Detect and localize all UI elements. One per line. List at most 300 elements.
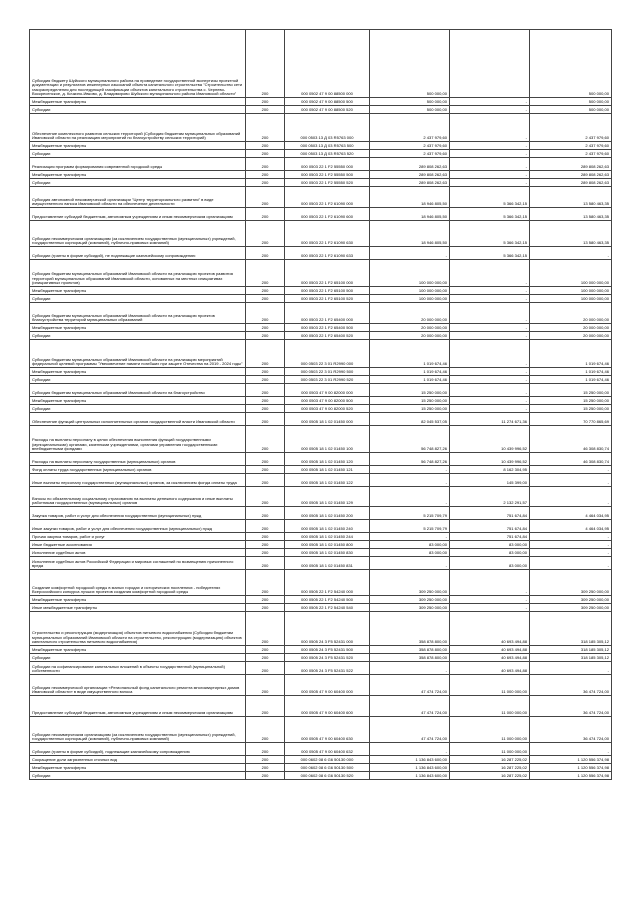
row-name-cell: Межбюджетные трансферты <box>30 646 246 654</box>
row-approved-amount-cell: 83 000,00 <box>370 549 450 557</box>
row-change-amount-cell: - <box>450 150 530 158</box>
row-name-cell: Субсидии некоммерческим организациям (за исключением государственных (муниципальных) учреждений, государственных корпораций (компаний), публично-правовых компаний) <box>30 717 246 743</box>
row-total-amount-cell: 70 770 865,69 <box>530 413 612 426</box>
table-row <box>30 696 612 717</box>
row-code-cell: 200 <box>246 332 285 340</box>
row-classification-cell: 000 0505 18 1 02 01450 244 <box>285 533 370 541</box>
row-change-amount-cell: 5 366 342,15 <box>450 247 530 260</box>
row-code-cell: 200 <box>246 756 285 764</box>
row-code-cell: 200 <box>246 171 285 179</box>
row-total-amount-cell: 20 000 000,00 <box>530 324 612 332</box>
table-row <box>30 756 612 764</box>
row-approved-amount-cell: 15 250 000,00 <box>370 405 450 413</box>
row-change-amount-cell: - <box>450 114 530 142</box>
row-classification-cell: 000 0505 18 1 02 01450 200 <box>285 507 370 520</box>
row-change-amount-cell: - <box>450 397 530 405</box>
row-total-amount-cell: - <box>530 466 612 474</box>
table-row <box>30 570 612 596</box>
row-name-cell: Субсидия бюджету Шуйского муниципального района на проведение государственной экспертизы проектной документации и результатов инженерных изысканий объекта капитального строительства "Строительство сети газораспределения для последующей газификации объектов капитального строительства с. Чернево-Воскресенское, д. Кочкино-Ивково, д. Владимирово Шуйского муниципального района Ивановской области" <box>30 30 246 98</box>
row-total-amount-cell: 309 250 000,00 <box>530 604 612 612</box>
row-total-amount-cell: 15 250 000,00 <box>530 384 612 397</box>
row-total-amount-cell: 1 019 674,46 <box>530 376 612 384</box>
row-change-amount-cell: 10 439 996,52 <box>450 453 530 466</box>
row-total-amount-cell: 289 808 262,63 <box>530 158 612 171</box>
row-name-cell: Субсидии на софинансирование капитальных вложений в объекты государственной (муниципальной) собственности <box>30 662 246 675</box>
row-classification-cell: 000 0503 22 1 F2 55550 520 <box>285 179 370 187</box>
row-code-cell: 200 <box>246 717 285 743</box>
row-approved-amount-cell: 1 136 843 600,00 <box>370 772 450 780</box>
row-code-cell: 200 <box>246 596 285 604</box>
row-code-cell: 200 <box>246 772 285 780</box>
table-row <box>30 717 612 743</box>
row-name-cell: Субсидии <box>30 295 246 303</box>
row-approved-amount-cell: 56 748 827,26 <box>370 426 450 453</box>
row-classification-cell: 000 0505 47 9 00 60400 632 <box>285 743 370 756</box>
row-total-amount-cell: 2 437 979,60 <box>530 142 612 150</box>
row-name-cell: Межбюджетные трансферты <box>30 368 246 376</box>
table-row <box>30 208 612 221</box>
row-total-amount-cell: 309 250 000,00 <box>530 596 612 604</box>
row-code-cell: 200 <box>246 179 285 187</box>
row-code-cell: 200 <box>246 487 285 507</box>
row-code-cell: 200 <box>246 208 285 221</box>
row-classification-cell: 000 0505 18 1 02 01450 000 <box>285 413 370 426</box>
row-approved-amount-cell: - <box>370 247 450 260</box>
row-name-cell: Субсидии (гранты в форме субсидий), не подлежащие казначейскому сопровождению <box>30 247 246 260</box>
row-classification-cell: 000 0503 22 1 F2 61090 630 <box>285 221 370 247</box>
row-name-cell: Субсидия автономной некоммерческой организации "Центр территориального развития" в виде имущественного взноса Ивановской области на обеспечение деятельности <box>30 187 246 208</box>
row-change-amount-cell: 16 287 225,02 <box>450 756 530 764</box>
row-classification-cell: 000 0505 24 3 F5 52431 500 <box>285 646 370 654</box>
row-change-amount-cell: - <box>450 596 530 604</box>
table-row <box>30 171 612 179</box>
table-row <box>30 405 612 413</box>
row-name-cell: Иные закупки товаров, работ и услуг для обеспечения государственных (муниципальных) нужд <box>30 520 246 533</box>
row-code-cell: 200 <box>246 142 285 150</box>
table-row <box>30 106 612 114</box>
row-name-cell: Субсидии (гранты в форме субсидий), подлежащие казначейскому сопровождению <box>30 743 246 756</box>
row-code-cell: 200 <box>246 98 285 106</box>
row-code-cell: 200 <box>246 324 285 332</box>
budget-execution-report-page <box>29 29 611 780</box>
row-change-amount-cell: 11 000 000,00 <box>450 675 530 696</box>
row-total-amount-cell: 4 464 034,95 <box>530 520 612 533</box>
row-name-cell: Межбюджетные трансферты <box>30 142 246 150</box>
row-approved-amount-cell: - <box>370 557 450 570</box>
row-total-amount-cell: 309 250 000,00 <box>530 570 612 596</box>
row-approved-amount-cell: 2 437 979,60 <box>370 150 450 158</box>
table-row <box>30 426 612 453</box>
row-classification-cell: 000 0503 47 9 00 82000 000 <box>285 384 370 397</box>
row-change-amount-cell: - <box>450 604 530 612</box>
row-code-cell: 200 <box>246 604 285 612</box>
row-total-amount-cell: 500 000,00 <box>530 30 612 98</box>
row-code-cell: 200 <box>246 340 285 368</box>
row-change-amount-cell: 40 693 494,88 <box>450 612 530 646</box>
row-name-cell: Субсидии некоммерческим организациям (за исключением государственных (муниципальных) учреждений, государственных корпораций (компаний), публично-правовых компаний) <box>30 221 246 247</box>
row-change-amount-cell: - <box>450 332 530 340</box>
row-classification-cell: 000 0505 18 1 02 01450 129 <box>285 487 370 507</box>
row-classification-cell: 000 0602 08 6 G6 50130 500 <box>285 764 370 772</box>
row-classification-cell: 000 0505 18 1 02 01450 120 <box>285 453 370 466</box>
row-approved-amount-cell: - <box>370 466 450 474</box>
row-classification-cell: 000 0505 18 1 02 01450 831 <box>285 557 370 570</box>
row-classification-cell: 000 0503 22 3 01 R2990 520 <box>285 376 370 384</box>
row-code-cell: 200 <box>246 384 285 397</box>
table-row <box>30 303 612 324</box>
row-approved-amount-cell: - <box>370 662 450 675</box>
row-approved-amount-cell: 18 946 805,50 <box>370 221 450 247</box>
row-name-cell: Строительство и реконструкция (модернизация) объектов питьевого водоснабжения (Субсидия бюджетам муниципальных образований Ивановской области на строительство, реконструкцию (модернизацию) объектов капитального строительства питьевого водоснабжения) <box>30 612 246 646</box>
row-name-cell: Обеспечение функций центральных исполнительных органов государственной власти Ивановской области <box>30 413 246 426</box>
row-code-cell: 200 <box>246 541 285 549</box>
row-total-amount-cell: - <box>530 247 612 260</box>
row-classification-cell: 000 0505 18 1 02 01450 830 <box>285 549 370 557</box>
row-total-amount-cell: 2 437 979,60 <box>530 114 612 142</box>
row-approved-amount-cell: 100 000 000,00 <box>370 260 450 287</box>
row-classification-cell: 000 0503 22 3 01 R2990 000 <box>285 340 370 368</box>
row-approved-amount-cell: 82 045 537,05 <box>370 413 450 426</box>
row-total-amount-cell: 500 000,00 <box>530 106 612 114</box>
row-change-amount-cell: 11 274 671,36 <box>450 413 530 426</box>
row-name-cell: Реализация программ формирования современной городской среды <box>30 158 246 171</box>
row-change-amount-cell: 16 287 225,02 <box>450 764 530 772</box>
row-name-cell: Субсидии <box>30 179 246 187</box>
row-total-amount-cell: - <box>530 487 612 507</box>
row-classification-cell: 000 0503 22 1 F2 65100 500 <box>285 287 370 295</box>
table-row <box>30 340 612 368</box>
row-approved-amount-cell: 309 250 000,00 <box>370 596 450 604</box>
row-classification-cell: 000 0503 22 1 F2 55550 500 <box>285 171 370 179</box>
row-approved-amount-cell: - <box>370 743 450 756</box>
table-row <box>30 612 612 646</box>
row-total-amount-cell: - <box>530 549 612 557</box>
row-change-amount-cell: 751 674,84 <box>450 507 530 520</box>
row-name-cell: Обеспечение комплексного развития сельских территорий (Субсидия бюджетам муниципальных образований Ивановской области на реализацию мероприятий по благоустройству сельских территорий) <box>30 114 246 142</box>
row-name-cell: Субсидии <box>30 772 246 780</box>
row-approved-amount-cell: 1 019 674,46 <box>370 368 450 376</box>
table-row <box>30 397 612 405</box>
row-approved-amount-cell: 20 000 000,00 <box>370 332 450 340</box>
row-approved-amount-cell: 47 474 724,00 <box>370 696 450 717</box>
row-classification-cell: 000 0503 22 1 F2 61090 633 <box>285 247 370 260</box>
row-code-cell: 200 <box>246 743 285 756</box>
row-code-cell: 200 <box>246 247 285 260</box>
row-name-cell: Закупка товаров, работ и услуг для обеспечения государственных (муниципальных) нужд <box>30 507 246 520</box>
table-row <box>30 474 612 487</box>
table-row <box>30 646 612 654</box>
row-approved-amount-cell: 18 946 805,50 <box>370 208 450 221</box>
row-change-amount-cell: 11 000 000,00 <box>450 696 530 717</box>
table-row <box>30 453 612 466</box>
row-change-amount-cell: - <box>450 295 530 303</box>
row-change-amount-cell: - <box>450 303 530 324</box>
row-approved-amount-cell: 18 946 805,50 <box>370 187 450 208</box>
row-approved-amount-cell: - <box>370 474 450 487</box>
row-total-amount-cell: 289 808 262,63 <box>530 179 612 187</box>
row-name-cell: Субсидии бюджетам муниципальных образований Ивановской области на реализацию мероприятий федеральной целевой программы "Увековечение памяти погибших при защите Отечества на 2019 - 2024 годы" <box>30 340 246 368</box>
row-approved-amount-cell: 358 878 800,00 <box>370 654 450 662</box>
table-row <box>30 549 612 557</box>
table-row <box>30 98 612 106</box>
row-code-cell: 200 <box>246 453 285 466</box>
row-code-cell: 200 <box>246 612 285 646</box>
table-row <box>30 533 612 541</box>
row-approved-amount-cell: - <box>370 487 450 507</box>
row-code-cell: 200 <box>246 466 285 474</box>
row-classification-cell: 000 0503 22 3 01 R2990 500 <box>285 368 370 376</box>
row-change-amount-cell: 8 162 304,95 <box>450 466 530 474</box>
row-change-amount-cell: 751 674,84 <box>450 520 530 533</box>
row-change-amount-cell: 83 000,00 <box>450 541 530 549</box>
row-name-cell: Межбюджетные трансферты <box>30 287 246 295</box>
row-name-cell: Межбюджетные трансферты <box>30 98 246 106</box>
row-total-amount-cell: 100 000 000,00 <box>530 287 612 295</box>
row-code-cell: 200 <box>246 295 285 303</box>
row-code-cell: 200 <box>246 507 285 520</box>
row-code-cell: 200 <box>246 221 285 247</box>
table-row <box>30 596 612 604</box>
row-classification-cell: 000 0505 18 1 02 01450 240 <box>285 520 370 533</box>
row-total-amount-cell: 2 437 979,60 <box>530 150 612 158</box>
row-change-amount-cell: - <box>450 142 530 150</box>
row-total-amount-cell: - <box>530 557 612 570</box>
row-approved-amount-cell: 500 000,00 <box>370 98 450 106</box>
row-classification-cell: 000 0505 47 9 00 60400 000 <box>285 675 370 696</box>
row-approved-amount-cell: 83 000,00 <box>370 541 450 549</box>
row-name-cell: Межбюджетные трансферты <box>30 397 246 405</box>
row-name-cell: Субсидии <box>30 405 246 413</box>
row-classification-cell: 000 0505 47 9 00 60400 630 <box>285 717 370 743</box>
row-change-amount-cell: - <box>450 376 530 384</box>
row-total-amount-cell: 318 185 305,12 <box>530 646 612 654</box>
row-name-cell: Субсидия бюджетам муниципальных образований Ивановской области на реализацию проектов благоустройства территорий муниципальных образований <box>30 303 246 324</box>
row-name-cell: Субсидия некоммерческой организации «Региональный фонд капитального ремонта многоквартирных домов Ивановской области» в виде имущественного взноса <box>30 675 246 696</box>
row-change-amount-cell: - <box>450 405 530 413</box>
row-total-amount-cell: 1 120 556 374,98 <box>530 756 612 764</box>
row-total-amount-cell: 4 464 034,95 <box>530 507 612 520</box>
row-change-amount-cell: 16 287 225,02 <box>450 772 530 780</box>
row-change-amount-cell: - <box>450 368 530 376</box>
row-name-cell: Субсидии <box>30 106 246 114</box>
row-change-amount-cell: - <box>450 324 530 332</box>
table-row <box>30 158 612 171</box>
row-code-cell: 200 <box>246 158 285 171</box>
row-total-amount-cell: 15 250 000,00 <box>530 397 612 405</box>
row-approved-amount-cell: 15 250 000,00 <box>370 384 450 397</box>
row-change-amount-cell: 10 439 996,52 <box>450 426 530 453</box>
row-change-amount-cell: - <box>450 340 530 368</box>
row-change-amount-cell: 83 000,00 <box>450 549 530 557</box>
row-change-amount-cell <box>450 30 530 98</box>
row-code-cell: 200 <box>246 557 285 570</box>
row-classification-cell: 000 0602 08 6 G6 50130 000 <box>285 756 370 764</box>
row-name-cell: Межбюджетные трансферты <box>30 324 246 332</box>
row-name-cell: Расходы на выплаты персоналу государственных (муниципальных) органов <box>30 453 246 466</box>
table-row <box>30 295 612 303</box>
row-total-amount-cell: - <box>530 541 612 549</box>
row-approved-amount-cell: 289 808 262,63 <box>370 179 450 187</box>
row-total-amount-cell: 20 000 000,00 <box>530 332 612 340</box>
row-name-cell: Субсидия бюджетам муниципальных образований Ивановской области на благоустройство <box>30 384 246 397</box>
row-change-amount-cell: - <box>450 106 530 114</box>
row-approved-amount-cell: 15 250 000,00 <box>370 397 450 405</box>
row-name-cell: Субсидия бюджетам муниципальных образований Ивановской области на реализацию проектов развития территорий муниципальных образований Ивановской области, основанных на местных инициативах (инициативных проектов) <box>30 260 246 287</box>
row-total-amount-cell: 500 000,00 <box>530 98 612 106</box>
table-row <box>30 30 612 98</box>
row-change-amount-cell: 145 399,00 <box>450 474 530 487</box>
table-row <box>30 114 612 142</box>
row-name-cell: Предоставление субсидий бюджетным, автономным учреждениям и иным некоммерческим организациям <box>30 696 246 717</box>
row-total-amount-cell: - <box>530 474 612 487</box>
row-total-amount-cell: 100 000 000,00 <box>530 260 612 287</box>
row-code-cell: 200 <box>246 570 285 596</box>
row-change-amount-cell: 2 132 291,57 <box>450 487 530 507</box>
row-change-amount-cell: - <box>450 260 530 287</box>
row-code-cell: 200 <box>246 520 285 533</box>
table-row <box>30 557 612 570</box>
row-change-amount-cell: 83 000,00 <box>450 557 530 570</box>
table-row <box>30 675 612 696</box>
row-name-cell: Расходы на выплаты персоналу в целях обеспечения выполнения функций государственными (муниципальными) органами, казенными учреждениями, органами управления государственными внебюджетными фондами <box>30 426 246 453</box>
table-row <box>30 507 612 520</box>
row-approved-amount-cell: 1 019 674,46 <box>370 340 450 368</box>
table-row <box>30 142 612 150</box>
row-classification-cell: 000 0505 18 1 02 01450 122 <box>285 474 370 487</box>
row-code-cell: 200 <box>246 426 285 453</box>
row-approved-amount-cell: 20 000 000,00 <box>370 324 450 332</box>
row-classification-cell: 000 0503 47 9 00 82000 500 <box>285 397 370 405</box>
row-code-cell: 200 <box>246 150 285 158</box>
row-classification-cell: 000 0503 13 Д 03 R5763 000 <box>285 114 370 142</box>
table-row <box>30 384 612 397</box>
row-change-amount-cell: - <box>450 158 530 171</box>
row-code-cell: 200 <box>246 368 285 376</box>
row-classification-cell: 000 0502 47 9 00 88500 500 <box>285 98 370 106</box>
row-total-amount-cell: 20 000 000,00 <box>530 303 612 324</box>
table-row <box>30 520 612 533</box>
row-total-amount-cell: 15 250 000,00 <box>530 405 612 413</box>
row-total-amount-cell: 13 580 463,35 <box>530 187 612 208</box>
row-change-amount-cell: - <box>450 287 530 295</box>
table-row <box>30 221 612 247</box>
row-code-cell: 200 <box>246 106 285 114</box>
row-approved-amount-cell: 47 474 724,00 <box>370 717 450 743</box>
row-total-amount-cell: 13 580 463,35 <box>530 221 612 247</box>
table-body <box>30 30 612 780</box>
row-change-amount-cell: - <box>450 98 530 106</box>
row-approved-amount-cell: 5 215 709,79 <box>370 520 450 533</box>
row-approved-amount-cell: 309 250 000,00 <box>370 604 450 612</box>
row-total-amount-cell: 318 185 305,12 <box>530 612 612 646</box>
row-name-cell: Исполнение судебных актов Российской Федерации и мировых соглашений по возмещению причиненного вреда <box>30 557 246 570</box>
row-change-amount-cell: 751 674,84 <box>450 533 530 541</box>
row-change-amount-cell: 11 000 000,00 <box>450 743 530 756</box>
row-total-amount-cell: 289 808 262,63 <box>530 171 612 179</box>
row-code-cell: 200 <box>246 646 285 654</box>
row-approved-amount-cell: 500 000,00 <box>370 30 450 98</box>
row-classification-cell: 000 0602 08 6 G6 50130 520 <box>285 772 370 780</box>
row-total-amount-cell: 100 000 000,00 <box>530 295 612 303</box>
row-classification-cell: 000 0503 22 1 F2 55550 000 <box>285 158 370 171</box>
row-total-amount-cell: 36 474 724,00 <box>530 717 612 743</box>
row-name-cell: Исполнение судебных актов <box>30 549 246 557</box>
row-classification-cell: 000 0503 22 1 F2 65100 520 <box>285 295 370 303</box>
row-code-cell: 200 <box>246 30 285 98</box>
row-change-amount-cell: 11 000 000,00 <box>450 717 530 743</box>
row-change-amount-cell: 40 693 494,88 <box>450 662 530 675</box>
row-name-cell: Иные межбюджетные трансферты <box>30 604 246 612</box>
row-code-cell: 200 <box>246 662 285 675</box>
row-classification-cell: 000 0502 47 9 00 88500 520 <box>285 106 370 114</box>
row-change-amount-cell: 5 366 342,15 <box>450 208 530 221</box>
row-name-cell: Прочая закупка товаров, работ и услуг <box>30 533 246 541</box>
row-approved-amount-cell: 358 878 800,00 <box>370 612 450 646</box>
row-name-cell: Сокращение доли загрязненных сточных вод <box>30 756 246 764</box>
row-change-amount-cell: 5 366 342,15 <box>450 221 530 247</box>
row-code-cell: 200 <box>246 303 285 324</box>
row-classification-cell: 000 0502 47 9 00 88500 000 <box>285 30 370 98</box>
row-change-amount-cell: 40 693 494,88 <box>450 654 530 662</box>
table-row <box>30 662 612 675</box>
row-code-cell: 200 <box>246 260 285 287</box>
row-name-cell: Взносы по обязательному социальному страхованию на выплаты денежного содержания и иные выплаты работникам государственных (муниципальных) органов <box>30 487 246 507</box>
row-change-amount-cell: 5 366 342,15 <box>450 187 530 208</box>
row-code-cell: 200 <box>246 397 285 405</box>
row-classification-cell: 000 0505 24 3 F5 52431 522 <box>285 662 370 675</box>
row-approved-amount-cell: 100 000 000,00 <box>370 295 450 303</box>
table-row <box>30 150 612 158</box>
row-classification-cell: 000 0505 18 1 02 01450 121 <box>285 466 370 474</box>
row-classification-cell: 000 0503 22 1 F2 61090 600 <box>285 208 370 221</box>
row-classification-cell: 000 0503 22 1 F2 65400 520 <box>285 332 370 340</box>
row-approved-amount-cell: 56 748 827,26 <box>370 453 450 466</box>
row-classification-cell: 000 0505 22 1 F2 54240 000 <box>285 570 370 596</box>
row-name-cell: Субсидии <box>30 332 246 340</box>
row-total-amount-cell: 36 474 724,00 <box>530 696 612 717</box>
row-code-cell: 200 <box>246 287 285 295</box>
row-approved-amount-cell: 2 437 979,60 <box>370 142 450 150</box>
row-name-cell: Иные выплаты персоналу государственных (муниципальных) органов, за исключением фонда оплаты труда <box>30 474 246 487</box>
row-name-cell: Субсидии <box>30 376 246 384</box>
row-classification-cell: 000 0503 22 1 F2 65100 000 <box>285 260 370 287</box>
row-classification-cell: 000 0503 47 9 00 82000 520 <box>285 405 370 413</box>
row-code-cell: 200 <box>246 376 285 384</box>
row-classification-cell: 000 0503 13 Д 03 R5763 500 <box>285 142 370 150</box>
row-code-cell: 200 <box>246 549 285 557</box>
row-change-amount-cell: - <box>450 179 530 187</box>
row-name-cell: Межбюджетные трансферты <box>30 596 246 604</box>
row-code-cell: 200 <box>246 764 285 772</box>
row-approved-amount-cell: 309 250 000,00 <box>370 570 450 596</box>
row-approved-amount-cell: 2 437 979,60 <box>370 114 450 142</box>
row-approved-amount-cell: 1 136 843 600,00 <box>370 756 450 764</box>
row-classification-cell: 000 0505 18 1 02 01450 800 <box>285 541 370 549</box>
row-change-amount-cell: - <box>450 171 530 179</box>
row-approved-amount-cell: 47 474 724,00 <box>370 675 450 696</box>
row-code-cell: 200 <box>246 654 285 662</box>
table-row <box>30 541 612 549</box>
row-name-cell: Межбюджетные трансферты <box>30 764 246 772</box>
row-total-amount-cell: 13 580 463,35 <box>530 208 612 221</box>
table-row <box>30 604 612 612</box>
row-total-amount-cell: - <box>530 662 612 675</box>
row-code-cell: 200 <box>246 413 285 426</box>
row-name-cell: Создание комфортной городской среды в малых городах и исторических поселениях - победителях Всероссийского конкурса лучших проектов создания комфортной городской среды <box>30 570 246 596</box>
row-name-cell: Межбюджетные трансферты <box>30 171 246 179</box>
row-classification-cell: 000 0503 22 1 F2 61090 000 <box>285 187 370 208</box>
table-row <box>30 368 612 376</box>
